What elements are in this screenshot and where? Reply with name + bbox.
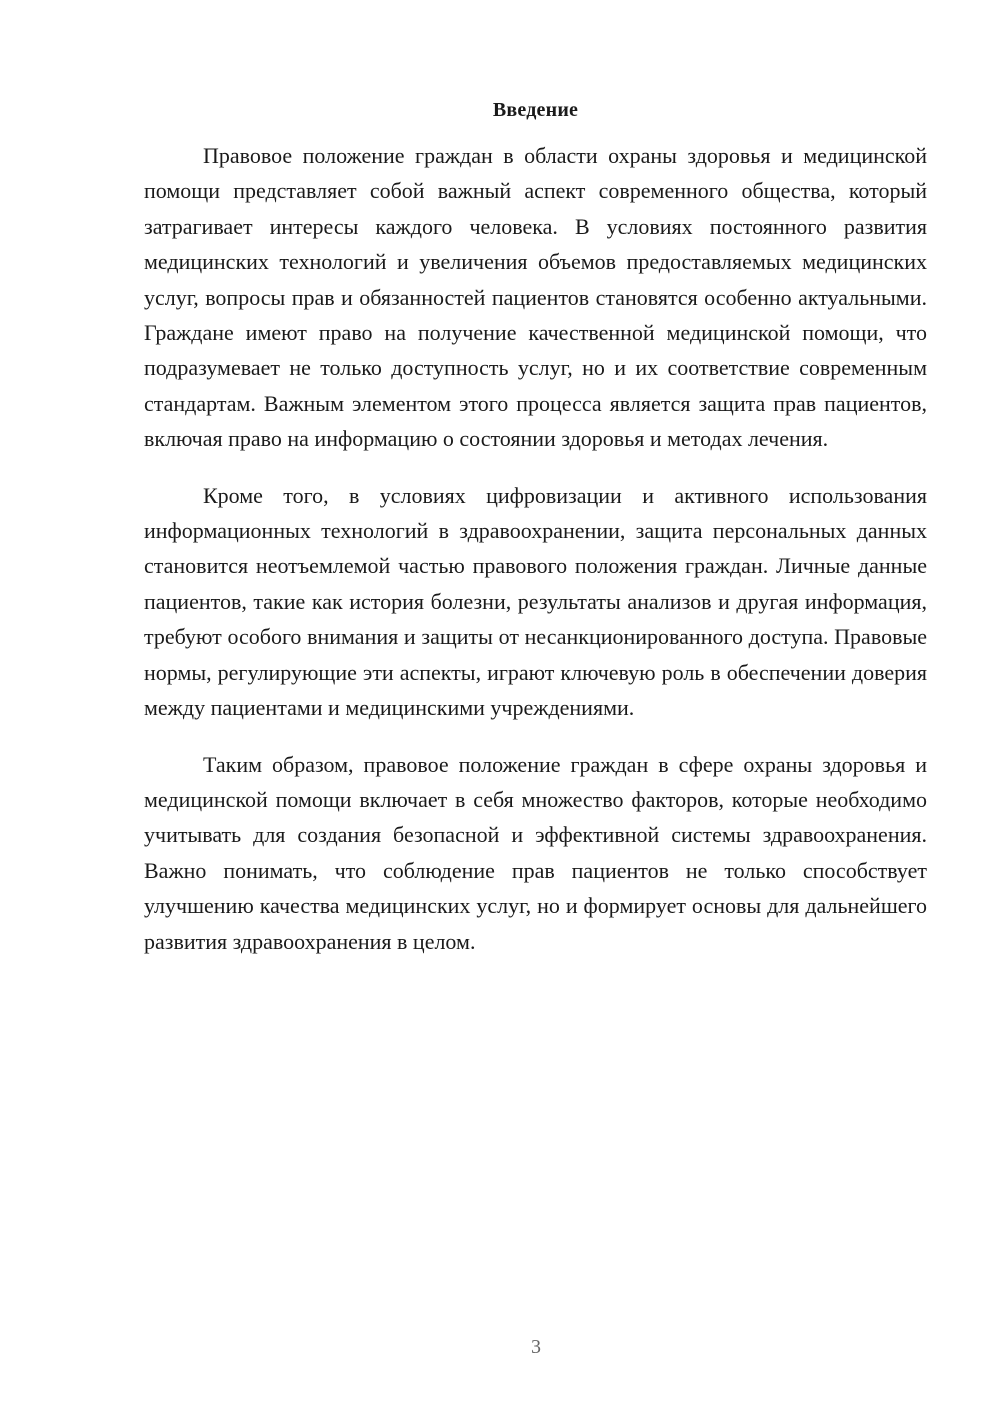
paragraph-1: Правовое положение граждан в области охраны здоровья и медицинской помощи представляет собой важный аспект современного общества, который затрагивает интересы каждого человека. В условиях постоянного развития медицинских технологий и увеличения объемов предоставляемых медицинских услуг, вопросы прав и обязанностей пациентов становятся особенно актуальными. Граждане имеют право на получение качественной медицинской помощи, что подразумевает не только доступность услуг, но и их соответствие современным стандартам. Важным элементом этого процесса является защита прав пациентов, включая право на информацию о состоянии здоровья и методах лечения.	[144, 143, 927, 452]
paragraph-2: Кроме того, в условиях цифровизации и активного использования информационных технологий в здравоохранении, защита персональных данных становится неотъемлемой частью правового положения граждан. Личные данные пациентов, такие как история болезни, результаты анализов и другая информация, требуют особого внимания и защиты от несанкционированного доступа. Правовые нормы, регулирующие эти аспекты, играют ключевую роль в обеспечении доверия между пациентами и медицинскими учреждениями.	[144, 482, 927, 721]
page-title: Введение	[492, 99, 579, 121]
paragraph-3: Таким образом, правовое положение граждан в сфере охраны здоровья и медицинской помощи включает в себя множество факторов, которые необходимо учитывать для создания безопасной и эффективной системы здравоохранения. Важно понимать, что соблюдение прав пациентов не только способствует улучшению качества медицинских услуг, но и формирует основы для дальнейшего развития здравоохранения в целом.	[144, 751, 927, 954]
page-number: 3	[531, 1336, 541, 1358]
page-content	[144, 96, 927, 959]
